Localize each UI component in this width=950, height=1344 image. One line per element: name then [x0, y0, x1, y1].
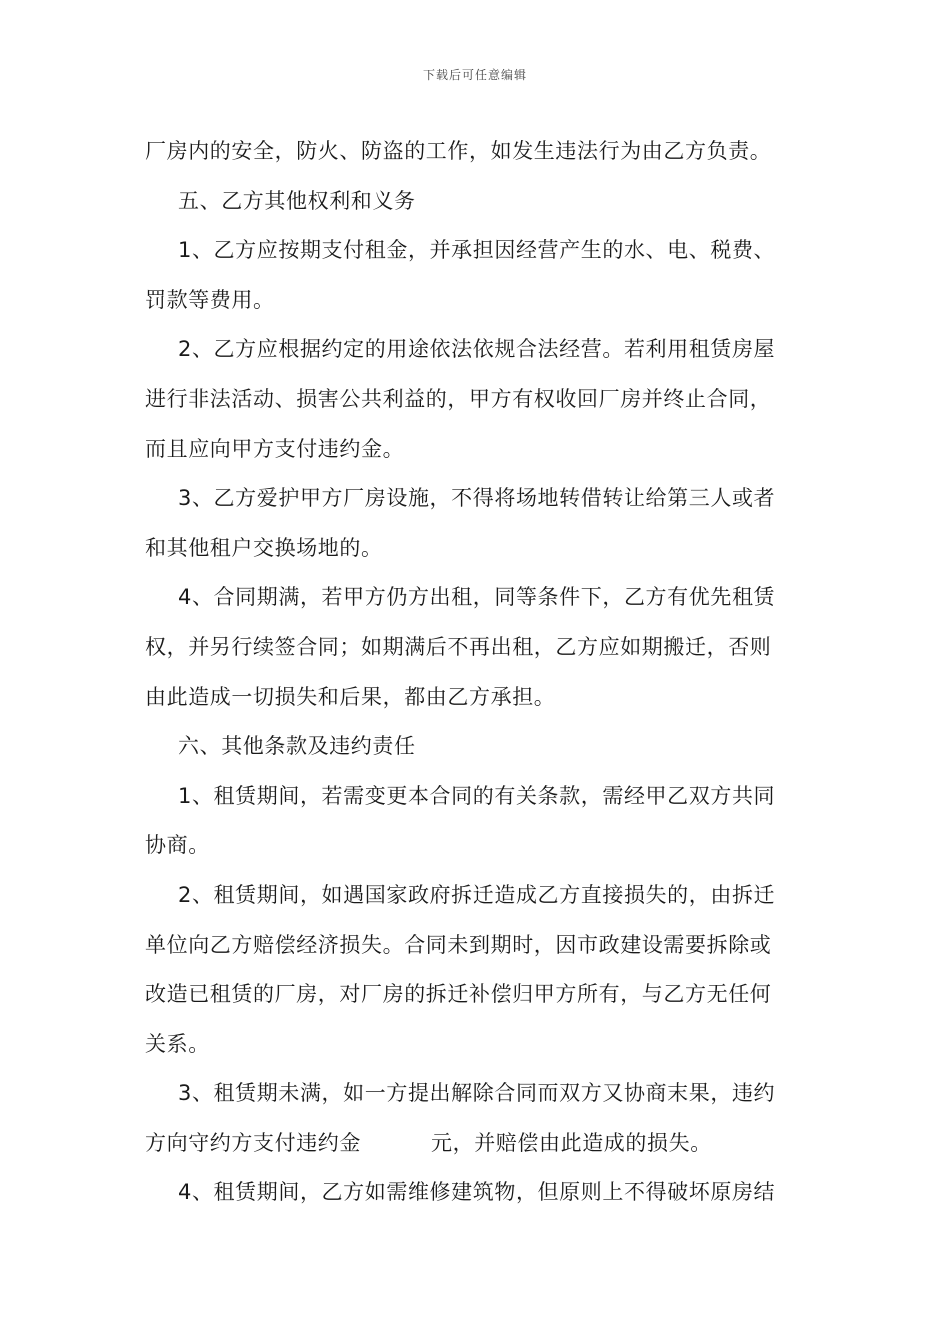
text-line: 由此造成一切损失和后果，都由乙方承担。: [145, 684, 556, 709]
clause-line: 3、乙方爱护甲方厂房设施，不得将场地转借转让给第三人或者: [178, 486, 776, 511]
text-line: 单位向乙方赔偿经济损失。合同未到期时，因市政建设需要拆除或: [145, 932, 772, 957]
penalty-line: [145, 1119, 810, 1169]
text-line: 进行非法活动、损害公共利益的，甲方有权收回厂房并终止合同，: [145, 386, 772, 411]
penalty-text-before: 方向守约方支付违约金: [145, 1130, 361, 1155]
clause-line: 1、乙方应按期支付租金，并承担因经营产生的水、电、税费、: [178, 238, 776, 263]
page-header: 下载后可任意编辑: [422, 68, 527, 82]
penalty-text-after: 元，并赔偿由此造成的损失。: [431, 1130, 712, 1155]
clause-line: 2、乙方应根据约定的用途依法依规合法经营。若利用租赁房屋: [178, 337, 776, 362]
text-line: 协商。: [145, 833, 210, 858]
text-line: 厂房内的安全，防火、防盗的工作，如发生违法行为由乙方负责。: [145, 139, 772, 163]
section-heading: 六、其他条款及违约责任: [178, 734, 416, 759]
text-line: 改造已租赁的厂房，对厂房的拆迁补偿归甲方所有，与乙方无任何: [145, 982, 772, 1007]
text-line: 权，并另行续签合同；如期满后不再出租，乙方应如期搬迁，否则: [145, 634, 772, 659]
text-line: 和其他租户交换场地的。: [145, 535, 383, 560]
clause-line: 3、租赁期未满，如一方提出解除合同而双方又协商末果，违约: [178, 1081, 776, 1106]
text-line: 罚款等费用。: [145, 287, 275, 312]
text-line: 关系。: [145, 1031, 210, 1056]
section-heading: 五、乙方其他权利和义务: [178, 188, 416, 213]
document-body: [145, 127, 810, 1218]
clause-line: 2、租赁期间，如遇国家政府拆迁造成乙方直接损失的，由拆迁: [178, 882, 776, 907]
clause-line: 1、租赁期间，若需变更本合同的有关条款，需经甲乙双方共同: [178, 783, 776, 808]
clause-line: 4、租赁期间，乙方如需维修建筑物，但原则上不得破坏原房结: [178, 1180, 776, 1205]
text-line: 而且应向甲方支付违约金。: [145, 436, 405, 461]
clause-line: 4、合同期满，若甲方仍方出租，同等条件下，乙方有优先租赁: [178, 585, 776, 610]
